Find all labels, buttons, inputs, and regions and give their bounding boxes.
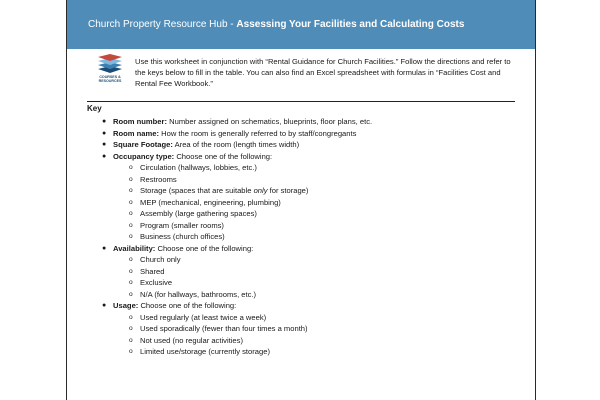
- key-description: Choose one of the following:: [174, 151, 273, 161]
- key-item-occupancy-type: [87, 151, 517, 163]
- option-text: Exclusive: [140, 278, 173, 287]
- option-emphasis: only: [253, 186, 268, 195]
- circle-bullet-icon: o: [129, 336, 133, 344]
- occupancy-option: [87, 197, 517, 209]
- circle-bullet-icon: o: [129, 210, 133, 217]
- bullet-icon: ●: [102, 152, 107, 160]
- key-description: Choose one of the following:: [155, 243, 254, 253]
- availability-option: [87, 289, 517, 301]
- intro-paragraph: Use this worksheet in conjunction with “Rental Guidance for Church Facilities.” Follow the directions and refer to the keys below to fill in the table. You can also find an Excel spreadsheet with formulas in “Facilities Cost and Rental Fee Workbook.”: [135, 57, 511, 88]
- key-item-room-number: [87, 116, 517, 128]
- availability-option: [87, 266, 517, 278]
- circle-bullet-icon: o: [129, 164, 133, 171]
- circle-bullet-icon: o: [129, 198, 133, 206]
- usage-option: [87, 312, 517, 324]
- worksheet-page: [66, 0, 536, 400]
- circle-bullet-icon: o: [129, 175, 133, 183]
- courses-resources-logo: [95, 53, 125, 91]
- circle-bullet-icon: o: [129, 187, 133, 194]
- occupancy-option: [87, 162, 517, 174]
- key-description: Choose one of the following:: [138, 301, 237, 310]
- circle-bullet-icon: o: [129, 325, 133, 332]
- key-item-square-footage: [87, 139, 517, 151]
- key-label: Square Footage:: [113, 140, 173, 149]
- option-text-suffix: for storage): [267, 186, 309, 195]
- usage-option: [87, 335, 517, 347]
- bullet-icon: ●: [102, 129, 107, 137]
- key-label: Room number:: [113, 117, 167, 126]
- circle-bullet-icon: o: [129, 267, 133, 275]
- option-text: Restrooms: [140, 174, 177, 184]
- option-text: Used regularly (at least twice a week): [140, 312, 267, 322]
- option-text: Limited use/storage (currently storage): [140, 347, 270, 356]
- option-text: Not used (no regular activities): [140, 335, 243, 345]
- key-item-room-name: [87, 128, 517, 140]
- usage-option: [87, 346, 517, 358]
- key-label: Room name:: [113, 128, 159, 138]
- bullet-icon: ●: [102, 302, 107, 309]
- stacked-books-icon: [95, 53, 125, 75]
- key-item-availability: [87, 243, 517, 255]
- option-text: Church only: [140, 255, 181, 264]
- occupancy-option: [87, 185, 517, 197]
- option-text: Shared: [140, 266, 165, 276]
- bullet-icon: ●: [102, 141, 107, 148]
- option-text: Storage (spaces that are suitable: [140, 186, 254, 195]
- page-title: Assessing Your Facilities and Calculating Costs: [236, 19, 465, 30]
- option-text: Business (church offices): [140, 232, 225, 241]
- key-label: Occupancy type:: [113, 151, 175, 161]
- circle-bullet-icon: o: [129, 279, 133, 286]
- header-banner: [67, 0, 535, 49]
- option-text: Used sporadically (fewer than four times a month): [140, 324, 308, 333]
- option-text: N/A (for hallways, bathrooms, etc.): [140, 289, 257, 299]
- circle-bullet-icon: o: [129, 221, 133, 229]
- option-text: Program (smaller rooms): [140, 220, 224, 230]
- circle-bullet-icon: o: [129, 256, 133, 263]
- logo-caption-line1: COURSES &: [99, 75, 121, 79]
- divider: [87, 101, 515, 102]
- usage-option: [87, 323, 517, 335]
- key-description: Number assigned on schematics, blueprints, floor plans, etc.: [167, 117, 373, 126]
- key-item-usage: [87, 300, 517, 312]
- bullet-icon: ●: [102, 118, 107, 125]
- key-list: [87, 116, 517, 358]
- occupancy-option: [87, 231, 517, 243]
- circle-bullet-icon: o: [129, 290, 133, 298]
- circle-bullet-icon: o: [129, 233, 133, 240]
- key-description: Area of the room (length times width): [172, 140, 300, 149]
- availability-option: [87, 277, 517, 289]
- option-text: MEP (mechanical, engineering, plumbing): [140, 197, 281, 207]
- logo-caption: [95, 75, 125, 83]
- occupancy-option: [87, 174, 517, 186]
- circle-bullet-icon: o: [129, 313, 133, 321]
- key-label: Availability:: [113, 243, 156, 253]
- header-separator: -: [227, 19, 237, 30]
- occupancy-option: [87, 208, 517, 220]
- option-text: Assembly (large gathering spaces): [140, 209, 257, 218]
- key-label: Usage:: [113, 301, 139, 310]
- key-heading: Key: [87, 104, 102, 113]
- option-text: Circulation (hallways, lobbies, etc.): [140, 163, 257, 172]
- availability-option: [87, 254, 517, 266]
- circle-bullet-icon: o: [129, 348, 133, 355]
- bullet-icon: ●: [102, 244, 107, 252]
- occupancy-option: [87, 220, 517, 232]
- key-description: How the room is generally referred to by staff/congregants: [159, 128, 357, 138]
- logo-caption-line2: RESOURCES: [98, 79, 122, 84]
- site-name: Church Property Resource Hub: [88, 19, 228, 30]
